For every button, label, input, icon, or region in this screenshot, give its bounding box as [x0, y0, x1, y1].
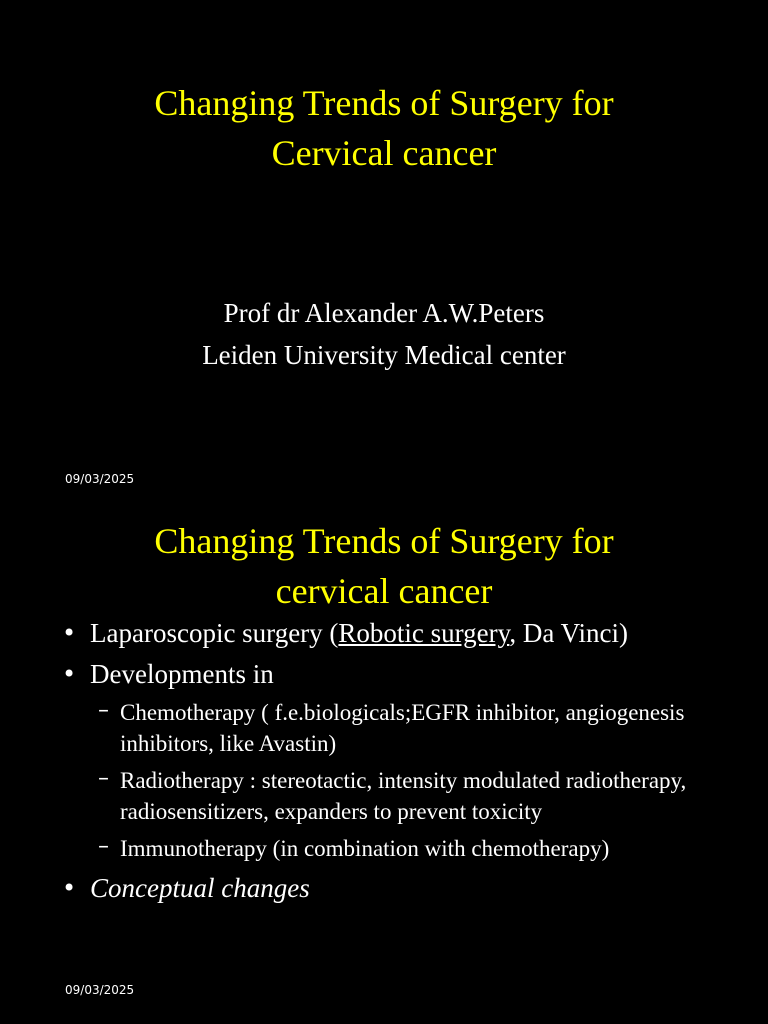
slide-2 — [0, 512, 768, 1024]
bullet-list — [58, 616, 718, 912]
sub-item-chemotherapy — [90, 697, 718, 759]
bullet-text-after: , Da Vinci) — [509, 618, 628, 648]
bullet-text — [90, 618, 628, 648]
title-line: Changing Trends of Surgery for — [154, 83, 614, 123]
bullet-text: Developments in — [90, 659, 274, 689]
bullet-marker: • — [62, 619, 77, 647]
sub-bullet-list — [90, 697, 718, 864]
sub-item-text: Immunotherapy (in combination with chemotherapy) — [120, 836, 610, 861]
bullet-item-laparoscopic — [58, 616, 718, 650]
title-line: Cervical cancer — [271, 133, 497, 173]
title-line: Changing Trends of Surgery for — [154, 521, 614, 561]
sub-bullet-marker: – — [98, 834, 109, 859]
robotic-surgery-link[interactable]: Robotic surgery — [338, 618, 510, 648]
bullet-text-before: Laparoscopic surgery ( — [90, 618, 339, 648]
bullet-marker: • — [62, 660, 77, 688]
bullet-text: Conceptual changes — [90, 873, 310, 903]
slide-title — [0, 78, 768, 178]
slide-date: 09/03/2025 — [65, 472, 135, 486]
bullet-marker: • — [62, 874, 77, 902]
author-affiliation: Leiden University Medical center — [202, 340, 566, 370]
author-name: Prof dr Alexander A.W.Peters — [223, 298, 545, 328]
title-line: cervical cancer — [275, 571, 493, 611]
sub-bullet-marker: – — [98, 766, 109, 791]
sub-item-text: Radiotherapy : stereotactic, intensity modulated radiotherapy, radiosensitizers, expanders to prevent toxicity — [120, 768, 687, 824]
slide-title — [0, 516, 768, 616]
sub-bullet-marker: – — [98, 698, 109, 723]
bullet-item-conceptual — [58, 871, 718, 905]
sub-item-text: Chemotherapy ( f.e.biologicals;EGFR inhibitor, angiogenesis inhibitors, like Avastin) — [120, 700, 685, 756]
slide-date: 09/03/2025 — [65, 983, 135, 997]
sub-item-immunotherapy — [90, 833, 718, 864]
slide-subtitle — [0, 292, 768, 376]
bullet-item-developments — [58, 657, 718, 864]
sub-item-radiotherapy — [90, 765, 718, 827]
